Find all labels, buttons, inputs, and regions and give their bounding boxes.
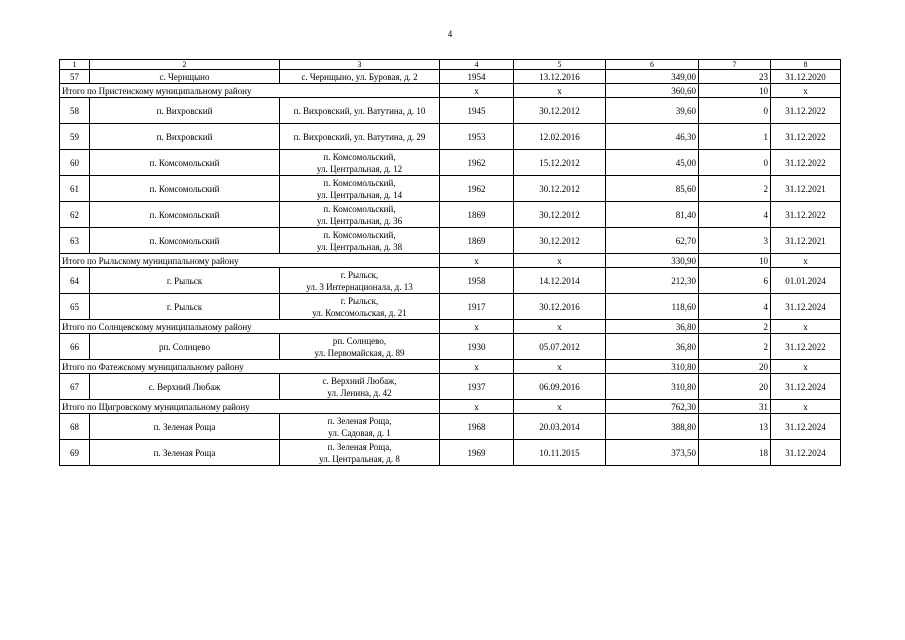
deadline-cell: 01.01.2024 xyxy=(771,268,841,294)
deadline-cell: 31.12.2024 xyxy=(771,294,841,320)
settlement-cell: п. Комсомольский xyxy=(90,150,280,176)
date-cell: х xyxy=(514,320,606,334)
column-header: 3 xyxy=(280,60,440,70)
settlement-cell: рп. Солнцево xyxy=(90,334,280,360)
date-cell: х xyxy=(514,400,606,414)
year-cell: 1958 xyxy=(440,268,514,294)
address-cell xyxy=(280,124,440,150)
deadline-cell: 31.12.2021 xyxy=(771,228,841,254)
column-header: 8 xyxy=(771,60,841,70)
area-cell: 39,60 xyxy=(606,98,699,124)
address-line: п. Вихровский, ул. Ватутина, д. 10 xyxy=(293,105,426,116)
address-line: ул. Центральная, д. 14 xyxy=(316,189,403,200)
number-cell: 68 xyxy=(60,414,90,440)
date-cell: х xyxy=(514,254,606,268)
settlement-cell: п. Зеленая Роща xyxy=(90,414,280,440)
address-cell xyxy=(280,150,440,176)
count-cell: 10 xyxy=(699,254,771,268)
year-cell: 1917 xyxy=(440,294,514,320)
deadline-cell: х xyxy=(771,360,841,374)
area-cell: 36,80 xyxy=(606,334,699,360)
address-line: п. Зеленая Роща, xyxy=(327,415,392,426)
address-line: ул. 3 Интернационала, д. 13 xyxy=(306,281,413,292)
address-line: рп. Солнцево, xyxy=(332,335,387,346)
year-cell: 1869 xyxy=(440,202,514,228)
date-cell: 05.07.2012 xyxy=(514,334,606,360)
table-row xyxy=(60,294,841,320)
settlement-cell: п. Зеленая Роща xyxy=(90,440,280,466)
subtotal-row xyxy=(60,84,841,98)
year-cell: х xyxy=(440,360,514,374)
address-line: ул. Центральная, д. 38 xyxy=(316,241,403,252)
address-line: ул. Комсомольская, д. 21 xyxy=(312,307,407,318)
subtotal-label: Итого по Солнцевскому муниципальному району xyxy=(60,320,440,334)
count-cell: 1 xyxy=(699,124,771,150)
date-cell: 30.12.2012 xyxy=(514,228,606,254)
column-header: 5 xyxy=(514,60,606,70)
year-cell: 1930 xyxy=(440,334,514,360)
deadline-cell: 31.12.2024 xyxy=(771,374,841,400)
area-cell: 330,90 xyxy=(606,254,699,268)
column-number-header xyxy=(60,60,841,70)
area-cell: 85,60 xyxy=(606,176,699,202)
deadline-cell: 31.12.2024 xyxy=(771,414,841,440)
table-row xyxy=(60,98,841,124)
subtotal-row xyxy=(60,400,841,414)
number-cell: 65 xyxy=(60,294,90,320)
number-cell: 62 xyxy=(60,202,90,228)
table-row xyxy=(60,268,841,294)
year-cell: 1869 xyxy=(440,228,514,254)
settlement-cell: п. Комсомольский xyxy=(90,202,280,228)
count-cell: 2 xyxy=(699,320,771,334)
area-cell: 310,80 xyxy=(606,374,699,400)
table-row xyxy=(60,374,841,400)
number-cell: 61 xyxy=(60,176,90,202)
table-row xyxy=(60,150,841,176)
count-cell: 13 xyxy=(699,414,771,440)
date-cell: 30.12.2012 xyxy=(514,202,606,228)
table-row xyxy=(60,124,841,150)
date-cell: 14.12.2014 xyxy=(514,268,606,294)
number-cell: 64 xyxy=(60,268,90,294)
year-cell: 1969 xyxy=(440,440,514,466)
date-cell: 30.12.2016 xyxy=(514,294,606,320)
number-cell: 69 xyxy=(60,440,90,466)
count-cell: 18 xyxy=(699,440,771,466)
subtotal-label: Итого по Щигровскому муниципальному району xyxy=(60,400,440,414)
table-row xyxy=(60,228,841,254)
address-line: г. Рыльск, xyxy=(340,295,379,306)
table-row xyxy=(60,334,841,360)
year-cell: 1937 xyxy=(440,374,514,400)
address-cell xyxy=(280,294,440,320)
area-cell: 310,80 xyxy=(606,360,699,374)
area-cell: 212,30 xyxy=(606,268,699,294)
address-cell xyxy=(280,334,440,360)
year-cell: 1968 xyxy=(440,414,514,440)
address-cell xyxy=(280,202,440,228)
number-cell: 57 xyxy=(60,70,90,84)
subtotal-row xyxy=(60,320,841,334)
deadline-cell: 31.12.2022 xyxy=(771,98,841,124)
date-cell: 30.12.2012 xyxy=(514,98,606,124)
address-line: ул. Центральная, д. 36 xyxy=(316,215,403,226)
address-cell xyxy=(280,414,440,440)
subtotal-row xyxy=(60,360,841,374)
settlement-cell: г. Рыльск xyxy=(90,268,280,294)
settlement-cell: г. Рыльск xyxy=(90,294,280,320)
number-cell: 58 xyxy=(60,98,90,124)
address-line: п. Комсомольский, xyxy=(323,151,396,162)
count-cell: 20 xyxy=(699,360,771,374)
deadline-cell: 31.12.2020 xyxy=(771,70,841,84)
date-cell: 06.09.2016 xyxy=(514,374,606,400)
address-line: п. Комсомольский, xyxy=(323,229,396,240)
deadline-cell: 31.12.2022 xyxy=(771,202,841,228)
settlement-cell: п. Комсомольский xyxy=(90,228,280,254)
year-cell: х xyxy=(440,320,514,334)
area-cell: 46,30 xyxy=(606,124,699,150)
settlement-cell: с. Верхний Любаж xyxy=(90,374,280,400)
count-cell: 3 xyxy=(699,228,771,254)
count-cell: 0 xyxy=(699,150,771,176)
column-header: 2 xyxy=(90,60,280,70)
count-cell: 31 xyxy=(699,400,771,414)
area-cell: 388,80 xyxy=(606,414,699,440)
settlement-cell: п. Комсомольский xyxy=(90,176,280,202)
number-cell: 60 xyxy=(60,150,90,176)
year-cell: 1962 xyxy=(440,150,514,176)
deadline-cell: 31.12.2022 xyxy=(771,334,841,360)
column-header: 6 xyxy=(606,60,699,70)
date-cell: 30.12.2012 xyxy=(514,176,606,202)
date-cell: 20.03.2014 xyxy=(514,414,606,440)
year-cell: 1945 xyxy=(440,98,514,124)
count-cell: 2 xyxy=(699,176,771,202)
year-cell: х xyxy=(440,400,514,414)
deadline-cell: х xyxy=(771,320,841,334)
page-number: 4 xyxy=(447,29,453,39)
count-cell: 10 xyxy=(699,84,771,98)
address-cell xyxy=(280,440,440,466)
deadline-cell: 31.12.2024 xyxy=(771,440,841,466)
table-row xyxy=(60,70,841,84)
area-cell: 81,40 xyxy=(606,202,699,228)
date-cell: х xyxy=(514,360,606,374)
address-cell xyxy=(280,374,440,400)
table-row xyxy=(60,202,841,228)
date-cell: 10.11.2015 xyxy=(514,440,606,466)
table-row xyxy=(60,176,841,202)
address-cell xyxy=(280,176,440,202)
address-line: п. Комсомольский, xyxy=(323,177,396,188)
number-cell: 63 xyxy=(60,228,90,254)
area-cell: 36,80 xyxy=(606,320,699,334)
settlement-cell: с. Чернщыно xyxy=(90,70,280,84)
settlement-cell: п. Вихровский xyxy=(90,98,280,124)
year-cell: 1953 xyxy=(440,124,514,150)
number-cell: 59 xyxy=(60,124,90,150)
year-cell: 1954 xyxy=(440,70,514,84)
subtotal-row xyxy=(60,254,841,268)
address-cell xyxy=(280,268,440,294)
year-cell: х xyxy=(440,254,514,268)
date-cell: 12.02.2016 xyxy=(514,124,606,150)
deadline-cell: х xyxy=(771,254,841,268)
area-cell: 349,00 xyxy=(606,70,699,84)
date-cell: 15.12.2012 xyxy=(514,150,606,176)
table-row xyxy=(60,440,841,466)
housing-table xyxy=(59,59,841,466)
address-line: г. Рыльск, xyxy=(340,269,379,280)
table-row xyxy=(60,414,841,440)
address-cell xyxy=(280,228,440,254)
address-line: ул. Садовая, д. 1 xyxy=(328,427,391,438)
address-line: ул. Ленина, д. 42 xyxy=(327,387,392,398)
year-cell: 1962 xyxy=(440,176,514,202)
address-line: ул. Центральная, д. 8 xyxy=(319,453,400,464)
column-header: 1 xyxy=(60,60,90,70)
subtotal-label: Итого по Пристенскому муниципальному району xyxy=(60,84,440,98)
subtotal-label: Итого по Рыльскому муниципальному району xyxy=(60,254,440,268)
count-cell: 4 xyxy=(699,294,771,320)
address-line: п. Комсомольский, xyxy=(323,203,396,214)
address-line: ул. Центральная, д. 12 xyxy=(316,163,403,174)
area-cell: 373,50 xyxy=(606,440,699,466)
settlement-cell: п. Вихровский xyxy=(90,124,280,150)
address-line: ул. Первомайская, д. 89 xyxy=(314,347,405,358)
date-cell: х xyxy=(514,84,606,98)
address-line: с. Верхний Любаж, xyxy=(322,375,397,386)
number-cell: 66 xyxy=(60,334,90,360)
subtotal-label: Итого по Фатежскому муниципальному району xyxy=(60,360,440,374)
area-cell: 62,70 xyxy=(606,228,699,254)
address-line: с. Чернщыно, ул. Буровая, д. 2 xyxy=(301,71,418,82)
area-cell: 360,60 xyxy=(606,84,699,98)
count-cell: 23 xyxy=(699,70,771,84)
column-header: 7 xyxy=(699,60,771,70)
area-cell: 118,60 xyxy=(606,294,699,320)
area-cell: 45,00 xyxy=(606,150,699,176)
column-header: 4 xyxy=(440,60,514,70)
number-cell: 67 xyxy=(60,374,90,400)
count-cell: 6 xyxy=(699,268,771,294)
deadline-cell: х xyxy=(771,400,841,414)
count-cell: 0 xyxy=(699,98,771,124)
deadline-cell: 31.12.2021 xyxy=(771,176,841,202)
address-line: п. Вихровский, ул. Ватутина, д. 29 xyxy=(293,131,426,142)
address-line: п. Зеленая Роща, xyxy=(327,441,392,452)
year-cell: х xyxy=(440,84,514,98)
address-cell xyxy=(280,98,440,124)
deadline-cell: 31.12.2022 xyxy=(771,124,841,150)
address-cell xyxy=(280,70,440,84)
area-cell: 762,30 xyxy=(606,400,699,414)
count-cell: 4 xyxy=(699,202,771,228)
count-cell: 2 xyxy=(699,334,771,360)
count-cell: 20 xyxy=(699,374,771,400)
date-cell: 13.12.2016 xyxy=(514,70,606,84)
deadline-cell: 31.12.2022 xyxy=(771,150,841,176)
deadline-cell: х xyxy=(771,84,841,98)
